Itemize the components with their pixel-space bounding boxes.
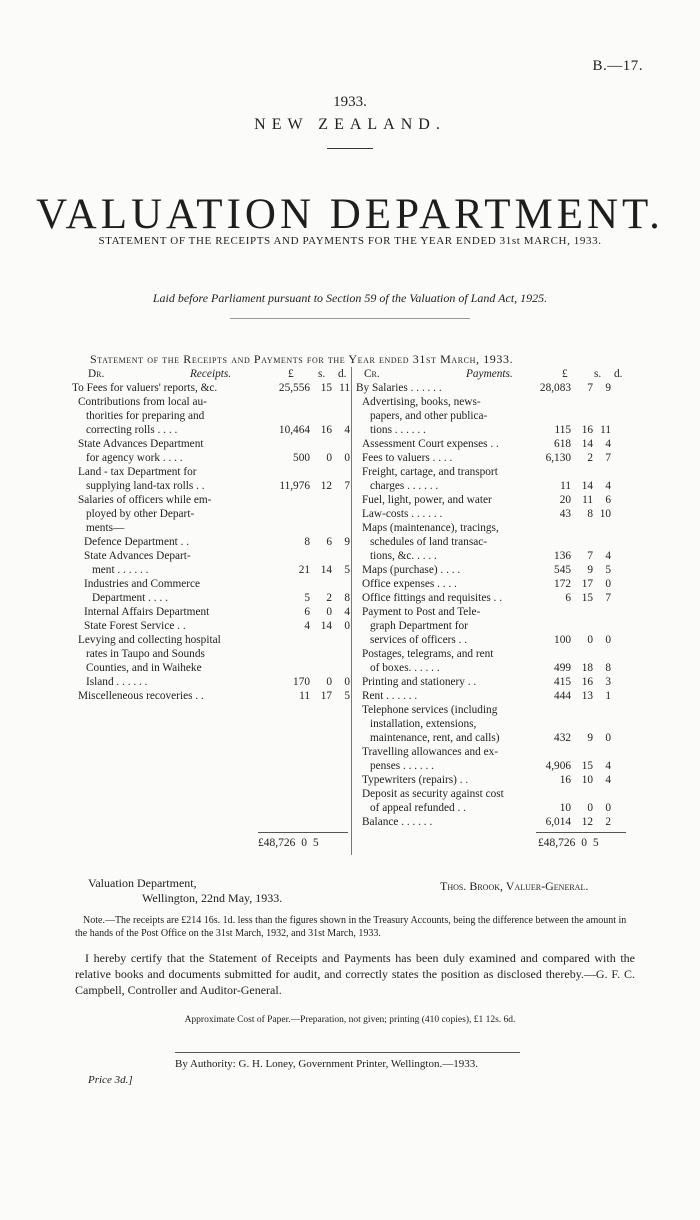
receipts-header <box>72 367 350 381</box>
price: Price 3d.] <box>88 1074 133 1086</box>
table-row <box>72 493 350 535</box>
column-divider <box>351 367 352 855</box>
row-amount <box>528 381 611 395</box>
row-amount <box>528 787 611 815</box>
amount-pence: 0 <box>605 732 611 744</box>
amount-pence: 7 <box>605 592 611 604</box>
amount-pence: 0 <box>344 452 350 464</box>
table-row <box>356 465 626 493</box>
table-row <box>356 591 626 605</box>
amount-shillings: 15 <box>320 382 332 394</box>
table-row <box>356 451 626 465</box>
amount-shillings: 0 <box>326 676 332 688</box>
row-label-line: Freight, cartage, and transport <box>362 466 498 478</box>
amount-pounds: 500 <box>293 452 310 464</box>
row-label <box>356 675 528 689</box>
amount-pence: 5 <box>344 564 350 576</box>
table-row <box>356 689 626 703</box>
amount-pounds <box>268 521 310 535</box>
amount-pounds: 5 <box>304 592 310 604</box>
row-label <box>356 605 528 647</box>
row-amount <box>268 549 350 577</box>
table-row <box>356 395 626 437</box>
row-label <box>356 815 528 829</box>
row-label <box>356 577 528 591</box>
row-label-line: schedules of land transac- <box>370 536 488 548</box>
amount-pence: 10 <box>599 508 611 520</box>
amount-pence: 11 <box>600 424 611 436</box>
amount-pence: 8 <box>605 662 611 674</box>
laid-before-parliament: Laid before Parliament pursuant to Section 59 of the Valuation of Land Act, 1925. <box>152 291 548 305</box>
row-amount <box>528 605 611 647</box>
authority-divider <box>175 1052 520 1053</box>
row-label <box>72 549 268 577</box>
row-amount <box>528 577 611 591</box>
row-label-line: for agency work . . . . <box>86 452 183 464</box>
amount-shillings: 2 <box>326 592 332 604</box>
row-amount <box>268 605 350 619</box>
amount-pounds: 6 <box>304 606 310 618</box>
row-label <box>356 465 528 493</box>
amount-shillings: 2 <box>587 452 593 464</box>
row-amount <box>528 507 611 521</box>
amount-pence: 1 <box>605 690 611 702</box>
row-label-line: tions . . . . . . <box>370 424 426 436</box>
table-row <box>72 549 350 577</box>
row-label-line: Balance . . . . . . <box>362 816 433 828</box>
row-label-line: Law-costs . . . . . . <box>362 508 443 520</box>
table-row <box>356 703 626 745</box>
payments-rows <box>356 381 626 829</box>
row-label <box>72 437 268 465</box>
shilling-column-header: s. <box>594 368 602 380</box>
table-row <box>356 493 626 507</box>
row-label-line: penses . . . . . . <box>370 760 435 772</box>
table-row <box>356 521 626 563</box>
row-amount <box>268 381 350 395</box>
row-label-line: Office fittings and requisites . . <box>362 592 503 604</box>
amount-pounds: 4 <box>304 620 310 632</box>
row-amount <box>528 675 611 689</box>
paper-cost: Approximate Cost of Paper.—Preparation, not given; printing (410 copies), £1 12s. 6d. <box>184 1015 516 1025</box>
amount-shillings: 13 <box>581 690 593 702</box>
amount-shillings <box>310 521 332 535</box>
payments-title: Payments. <box>466 368 513 380</box>
row-label-line: ment . . . . . . <box>92 564 149 576</box>
amount-shillings: 16 <box>581 424 593 436</box>
amount-pence: 4 <box>605 774 611 786</box>
amount-shillings: 15 <box>581 592 593 604</box>
amount-pence: 4 <box>605 438 611 450</box>
table-row <box>356 773 626 787</box>
office-line-2: Wellington, 22nd May, 1933. <box>142 891 283 905</box>
row-label <box>356 689 528 703</box>
amount-pounds: 4,906 <box>545 760 571 772</box>
row-amount <box>268 493 350 535</box>
receipts-rows <box>72 381 350 703</box>
amount-shillings: 17 <box>320 690 332 702</box>
payments-total: £48,726 0 5 <box>538 837 599 849</box>
amount-pence: 8 <box>344 592 350 604</box>
receipts-column <box>72 367 350 703</box>
amount-shillings: 8 <box>587 508 593 520</box>
table-row <box>72 633 350 689</box>
row-amount <box>528 395 611 437</box>
row-label-line: services of officers . . <box>370 634 468 646</box>
amount-pounds: 499 <box>554 662 571 674</box>
row-label <box>72 633 268 689</box>
table-row <box>356 577 626 591</box>
amount-shillings: 0 <box>587 634 593 646</box>
amount-pence: 4 <box>605 550 611 562</box>
row-amount <box>268 437 350 465</box>
row-label-line: Island . . . . . . <box>86 676 148 688</box>
row-label <box>72 493 268 535</box>
pound-column-header: £ <box>562 368 568 380</box>
shilling-column-header: s. <box>318 368 326 380</box>
country-heading: NEW ZEALAND. <box>254 116 446 133</box>
row-amount <box>528 437 611 451</box>
row-label-line: Printing and stationery . . <box>362 676 477 688</box>
row-label <box>356 437 528 451</box>
row-label <box>356 563 528 577</box>
row-label-line: Land - tax Department for <box>78 466 197 478</box>
row-amount <box>528 493 611 507</box>
row-label-line: Postages, telegrams, and rent <box>362 648 494 660</box>
row-label-line: Maps (purchase) . . . . <box>362 564 461 576</box>
receipts-title: Receipts. <box>190 368 232 380</box>
row-label-line: Defence Department . . <box>84 536 190 548</box>
title-divider <box>327 148 373 149</box>
row-label-line: By Salaries . . . . . . <box>356 382 442 394</box>
row-label <box>72 535 268 549</box>
row-label-line: State Advances Department <box>78 438 204 450</box>
section-divider <box>230 318 470 319</box>
row-label-line: of boxes. . . . . . <box>370 662 440 674</box>
row-label-line: Counties, and in Waiheke <box>86 662 202 674</box>
row-amount <box>528 465 611 493</box>
amount-pounds: 8 <box>304 536 310 548</box>
statement-subtitle: STATEMENT OF THE RECEIPTS AND PAYMENTS FOR THE YEAR ENDED 31st MARCH, 1933. <box>98 235 602 247</box>
row-label-line: of appeal refunded . . <box>370 802 466 814</box>
row-label-line: Salaries of officers while em- <box>78 494 212 506</box>
pound-column-header: £ <box>288 368 294 380</box>
row-label-line: State Advances Depart- <box>84 550 191 562</box>
amount-pounds: 6,014 <box>545 816 571 828</box>
row-amount <box>268 577 350 605</box>
report-reference: B.—17. <box>592 58 643 74</box>
amount-shillings: 0 <box>326 452 332 464</box>
amount-pence: 11 <box>339 382 350 394</box>
row-label-line: Fuel, light, power, and water <box>362 494 492 506</box>
row-label-line: Assessment Court expenses . . <box>362 438 499 450</box>
row-label <box>356 507 528 521</box>
row-amount <box>528 745 611 773</box>
row-label <box>356 493 528 507</box>
row-label-line: charges . . . . . . <box>370 480 439 492</box>
amount-pence: 0 <box>605 578 611 590</box>
row-amount <box>268 633 350 689</box>
amount-pounds: 545 <box>554 564 571 576</box>
row-label-line: Fees to valuers . . . . <box>362 452 453 464</box>
row-label <box>356 591 528 605</box>
row-amount <box>528 521 611 563</box>
row-label <box>72 605 268 619</box>
amount-pence: 9 <box>344 536 350 548</box>
table-row <box>72 465 350 493</box>
department-title: VALUATION DEPARTMENT. <box>36 191 664 238</box>
row-label-line: To Fees for valuers' reports, &c. <box>72 382 218 394</box>
row-label-line: Contributions from local au- <box>78 396 207 408</box>
row-label <box>72 577 268 605</box>
printer-authority: By Authority: G. H. Loney, Government Printer, Wellington.—1933. <box>175 1058 478 1070</box>
row-label-line: Deposit as security against cost <box>362 788 504 800</box>
amount-pence: 6 <box>605 494 611 506</box>
row-label-line: Advertising, books, news- <box>362 396 481 408</box>
row-label-line: Telephone services (including <box>362 704 498 716</box>
amount-shillings: 16 <box>320 424 332 436</box>
amount-pence: 0 <box>605 634 611 646</box>
row-amount <box>268 535 350 549</box>
office-location <box>88 876 282 906</box>
amount-pounds: 28,083 <box>539 382 571 394</box>
row-label-line: Industries and Commerce <box>84 578 201 590</box>
amount-shillings: 9 <box>587 564 593 576</box>
row-amount <box>528 773 611 787</box>
row-amount <box>268 465 350 493</box>
valuer-general-signature: Thos. Brook, Valuer-General. <box>440 879 589 893</box>
amount-shillings: 6 <box>326 536 332 548</box>
payments-header <box>356 367 626 381</box>
receipts-total: £48,726 0 5 <box>258 837 319 849</box>
row-label-line: installation, extensions, <box>370 718 477 730</box>
amount-pence: 5 <box>344 690 350 702</box>
amount-pence: 7 <box>605 452 611 464</box>
row-label <box>356 521 528 563</box>
amount-pounds: 11,976 <box>279 480 310 492</box>
table-row <box>356 745 626 773</box>
receipts-total-rule <box>258 832 348 833</box>
amount-shillings: 18 <box>581 662 593 674</box>
amount-pounds: 11 <box>299 690 310 702</box>
amount-shillings: 7 <box>587 550 593 562</box>
amount-shillings: 12 <box>581 816 593 828</box>
amount-shillings: 14 <box>581 438 593 450</box>
amount-pounds: 43 <box>559 508 571 520</box>
table-row <box>356 507 626 521</box>
row-label <box>72 465 268 493</box>
amount-shillings: 7 <box>587 382 593 394</box>
row-amount <box>528 689 611 703</box>
amount-pence: 4 <box>605 760 611 772</box>
pence-column-header: d. <box>338 368 347 380</box>
amount-pounds: 432 <box>554 732 571 744</box>
amount-pounds: 10,464 <box>278 424 310 436</box>
table-row <box>356 647 626 675</box>
amount-shillings: 14 <box>581 480 593 492</box>
audit-certificate: I hereby certify that the Statement of Receipts and Payments has been duly examined and compared with the relative books and documents submitted for audit, and correctly states the position as disclosed thereby.—G. F. C. Campbell, Controller and Auditor-General. <box>75 951 635 997</box>
amount-pence: 7 <box>344 480 350 492</box>
amount-pounds: 6,130 <box>545 452 571 464</box>
amount-pounds: 444 <box>554 690 571 702</box>
report-year: 1933. <box>333 94 367 110</box>
row-label-line: correcting rolls . . . . <box>86 424 178 436</box>
table-row <box>356 675 626 689</box>
row-label <box>72 619 268 633</box>
row-label <box>356 381 528 395</box>
amount-shillings: 15 <box>581 760 593 772</box>
row-label-line: graph Department for <box>370 620 468 632</box>
amount-shillings: 14 <box>320 620 332 632</box>
row-amount <box>528 647 611 675</box>
row-label-line: papers, and other publica- <box>370 410 488 422</box>
table-row <box>72 395 350 437</box>
row-label-line: Levying and collecting hospital <box>78 634 221 646</box>
row-amount <box>268 619 350 633</box>
table-row <box>356 437 626 451</box>
amount-pounds: 415 <box>554 676 571 688</box>
row-label-line: supplying land-tax rolls . . <box>86 480 205 492</box>
row-label <box>356 703 528 745</box>
row-label <box>356 745 528 773</box>
row-label-line: tions, &c. . . . . <box>370 550 437 562</box>
row-label <box>356 451 528 465</box>
row-label-line: Payment to Post and Tele- <box>362 606 481 618</box>
amount-pence: 2 <box>605 816 611 828</box>
row-amount <box>528 451 611 465</box>
table-row <box>72 619 350 633</box>
amount-shillings: 12 <box>320 480 332 492</box>
amount-pounds: 100 <box>554 634 571 646</box>
amount-shillings: 17 <box>581 578 593 590</box>
row-label <box>356 647 528 675</box>
row-label-line: ployed by other Depart- <box>86 508 195 520</box>
amount-pounds: 25,556 <box>278 382 310 394</box>
dr-label: Dr. <box>88 368 105 380</box>
office-line-1: Valuation Department, <box>88 876 197 890</box>
table-row <box>356 787 626 815</box>
row-label-line: Miscelleneous recoveries . . <box>78 690 204 702</box>
table-row <box>72 381 350 395</box>
row-amount <box>528 591 611 605</box>
amount-pounds: 16 <box>559 774 571 786</box>
row-label <box>72 381 268 395</box>
row-label-line: Travelling allowances and ex- <box>362 746 499 758</box>
table-row <box>356 381 626 395</box>
amount-pounds: 115 <box>554 424 571 436</box>
amount-pence: 4 <box>344 606 350 618</box>
table-row <box>72 437 350 465</box>
row-amount <box>268 689 350 703</box>
amount-pence: 0 <box>344 676 350 688</box>
amount-shillings: 0 <box>587 802 593 814</box>
amount-pence: 0 <box>605 802 611 814</box>
amount-pence: 3 <box>605 676 611 688</box>
cr-label: Cr. <box>364 368 380 380</box>
row-label-line: Office expenses . . . . <box>362 578 457 590</box>
row-label-line: rates in Taupo and Sounds <box>86 648 205 660</box>
row-label-line: thorities for preparing and <box>86 410 205 422</box>
statement-heading: Statement of the Receipts and Payments for the Year ended 31st March, 1933. <box>90 352 514 366</box>
amount-pence: 4 <box>344 424 350 436</box>
amount-shillings: 9 <box>587 732 593 744</box>
table-row <box>356 605 626 647</box>
row-amount <box>528 815 611 829</box>
table-row <box>72 577 350 605</box>
amount-pence: 9 <box>605 382 611 394</box>
amount-shillings: 0 <box>326 606 332 618</box>
payments-total-rule <box>536 832 626 833</box>
row-label <box>72 395 268 437</box>
treasury-note: Note.—The receipts are £214 16s. 1d. less than the figures shown in the Treasury Accounts, being the difference between the amount in the hands of the Post Office on the 31st March, 1932, and 31st March, 1933. <box>75 915 627 939</box>
amount-pounds: 20 <box>559 494 571 506</box>
table-row <box>72 605 350 619</box>
row-label-line: ments— <box>86 522 125 534</box>
amount-pounds: 618 <box>554 438 571 450</box>
amount-shillings: 16 <box>581 676 593 688</box>
amount-shillings: 10 <box>581 774 593 786</box>
row-label-line: Department . . . . <box>92 592 168 604</box>
row-label-line: Internal Affairs Department <box>84 606 210 618</box>
pence-column-header: d. <box>614 368 623 380</box>
row-label <box>72 689 268 703</box>
table-row <box>72 689 350 703</box>
amount-shillings: 14 <box>320 564 332 576</box>
row-label <box>356 773 528 787</box>
amount-pounds: 11 <box>560 480 571 492</box>
row-amount <box>528 563 611 577</box>
row-amount <box>528 703 611 745</box>
amount-pounds: 172 <box>554 578 571 590</box>
amount-pounds: 170 <box>293 676 310 688</box>
table-row <box>72 535 350 549</box>
row-label-line: Maps (maintenance), tracings, <box>362 522 499 534</box>
row-label <box>356 787 528 815</box>
amount-pounds: 6 <box>565 592 571 604</box>
amount-pence <box>332 521 350 535</box>
row-label <box>356 395 528 437</box>
payments-column <box>356 367 626 829</box>
row-label-line: maintenance, rent, and calls) <box>370 732 500 744</box>
row-label-line: State Forest Service . . <box>84 620 186 632</box>
amount-pounds: 21 <box>298 564 310 576</box>
row-amount <box>268 395 350 437</box>
table-row <box>356 815 626 829</box>
amount-shillings: 11 <box>582 494 593 506</box>
table-row <box>356 563 626 577</box>
row-label-line: Rent . . . . . . <box>362 690 418 702</box>
amount-pence: 5 <box>605 564 611 576</box>
amount-pounds: 136 <box>554 550 571 562</box>
amount-pounds: 10 <box>559 802 571 814</box>
amount-pence: 4 <box>605 480 611 492</box>
row-label-line: Typewriters (repairs) . . <box>362 774 469 786</box>
amount-pence: 0 <box>344 620 350 632</box>
